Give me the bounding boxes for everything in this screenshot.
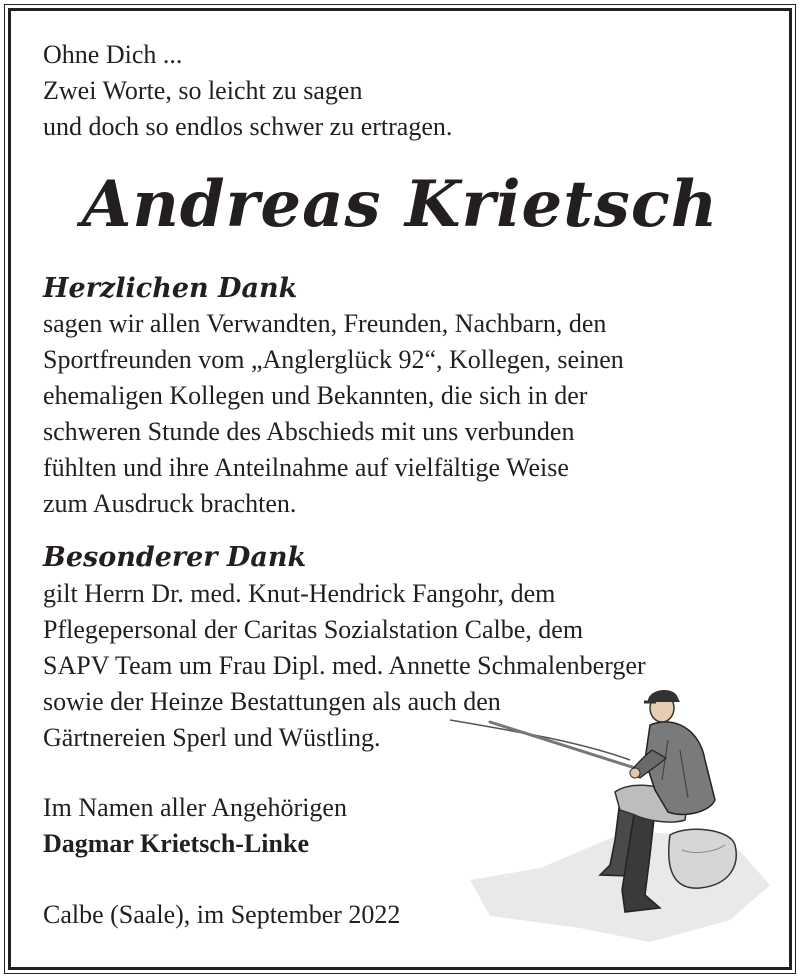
deceased-name: Andreas Krietsch [81,167,719,242]
special-thanks-line: Gärtnereien Sperl und Wüstling. [43,723,381,752]
thanks-heading: Herzlichen Dank [43,273,298,304]
poem-line: Ohne Dich ... [43,40,183,69]
thanks-line: Sportfreunden vom „Anglerglück 92“, Kollegen, seinen [43,345,624,374]
special-thanks-line: SAPV Team um Frau Dipl. med. Annette Schmalenberger [43,651,646,680]
signer-name: Dagmar Krietsch-Linke [43,829,309,858]
fisherman-icon [430,680,780,950]
special-thanks-line: Pflegepersonal der Caritas Sozialstation Calbe, dem [43,615,584,644]
special-thanks-line: gilt Herrn Dr. med. Knut-Hendrick Fangohr, dem [43,579,556,608]
thanks-line: sagen wir allen Verwandten, Freunden, Nachbarn, den [43,309,607,338]
special-thanks-line: sowie der Heinze Bestattungen als auch den [43,687,501,716]
thanks-line: schweren Stunde des Abschieds mit uns verbunden [43,417,575,446]
place-date: Calbe (Saale), im September 2022 [43,900,401,929]
thanks-line: zum Ausdruck brachten. [43,489,297,518]
thanks-line: ehemaligen Kollegen und Bekannten, die sich in der [43,381,588,410]
poem-line: Zwei Worte, so leicht zu sagen [43,76,363,105]
thanks-line: fühlten und ihre Anteilnahme auf vielfältige Weise [43,453,569,482]
poem-line: und doch so endlos schwer zu ertragen. [43,112,453,141]
special-thanks-heading: Besonderer Dank [43,542,307,573]
on-behalf-text: Im Namen aller Angehörigen [43,793,347,822]
